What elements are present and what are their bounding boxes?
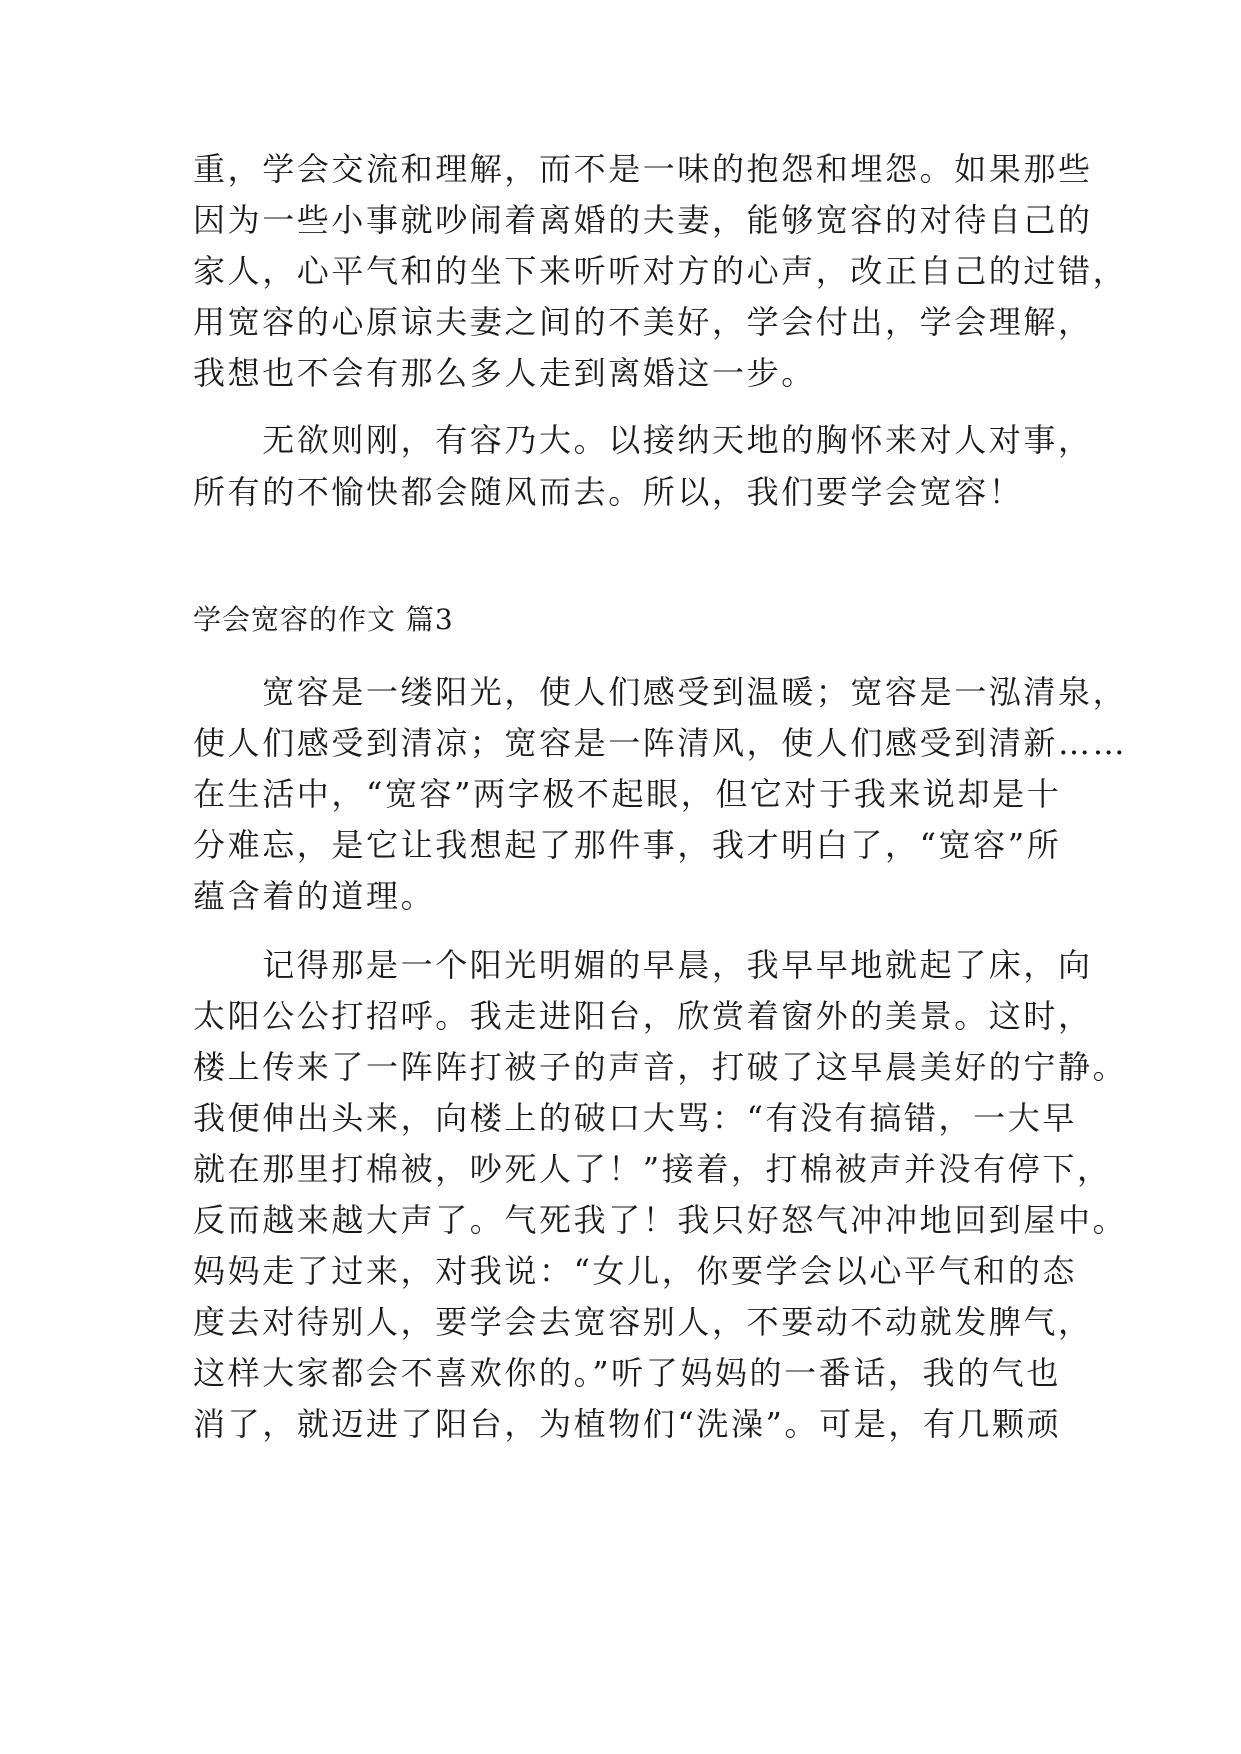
paragraph-line: 分难忘，是它让我想起了那件事，我才明白了，“宽容”所 xyxy=(193,826,1062,864)
paragraph-line: 度去对待别人，要学会去宽容别人，不要动不动就发脾气， xyxy=(193,1303,1093,1341)
paragraph-line: 使人们感受到清凉；宽容是一阵清风，使人们感受到清新…… xyxy=(193,724,1128,762)
paragraph-line: 我便伸出头来，向楼上的破口大骂：“有没有搞错，一大早 xyxy=(193,1099,1077,1137)
paragraph-line: 在生活中，“宽容”两字极不起眼，但它对于我来说却是十 xyxy=(193,775,1062,813)
paragraph-line: 所有的不愉快都会随风而去。所以，我们要学会宽容！ xyxy=(193,473,1024,511)
paragraph-line: 消了，就迈进了阳台，为植物们“洗澡”。可是，有几颗顽 xyxy=(193,1405,1062,1443)
paragraph-line: 妈妈走了过来，对我说：“女儿，你要学会以心平气和的态 xyxy=(193,1252,1077,1290)
section-heading: 学会宽容的作文 篇3 xyxy=(193,603,454,636)
paragraph-line: 楼上传来了一阵阵打被子的声音，打破了这早晨美好的宁静。 xyxy=(193,1048,1128,1086)
paragraph-line: 宽容是一缕阳光，使人们感受到温暖；宽容是一泓清泉， xyxy=(193,673,1128,711)
paragraph-line: 记得那是一个阳光明媚的早晨，我早早地就起了床，向 xyxy=(193,946,1093,984)
paragraph-line: 家人，心平气和的坐下来听听对方的心声，改正自己的过错， xyxy=(193,252,1128,290)
paragraph-line: 无欲则刚，有容乃大。以接纳天地的胸怀来对人对事， xyxy=(193,421,1093,459)
paragraph-line: 用宽容的心原谅夫妻之间的不美好，学会付出，学会理解， xyxy=(193,303,1093,341)
paragraph-line: 太阳公公打招呼。我走进阳台，欣赏着窗外的美景。这时， xyxy=(193,997,1093,1035)
paragraph-line: 我想也不会有那么多人走到离婚这一步。 xyxy=(193,354,816,392)
paragraph-line: 就在那里打棉被，吵死人了！”接着，打棉被声并没有停下， xyxy=(193,1150,1112,1188)
paragraph-line: 反而越来越大声了。气死我了！我只好怒气冲冲地回到屋中。 xyxy=(193,1201,1128,1239)
paragraph-line: 蕴含着的道理。 xyxy=(193,877,436,915)
paragraph-line: 重，学会交流和理解，而不是一味的抱怨和埋怨。如果那些 xyxy=(193,150,1093,188)
paragraph-line: 因为一些小事就吵闹着离婚的夫妻，能够宽容的对待自己的 xyxy=(193,201,1093,239)
paragraph-line: 这样大家都会不喜欢你的。”听了妈妈的一番话，我的气也 xyxy=(193,1354,1061,1392)
